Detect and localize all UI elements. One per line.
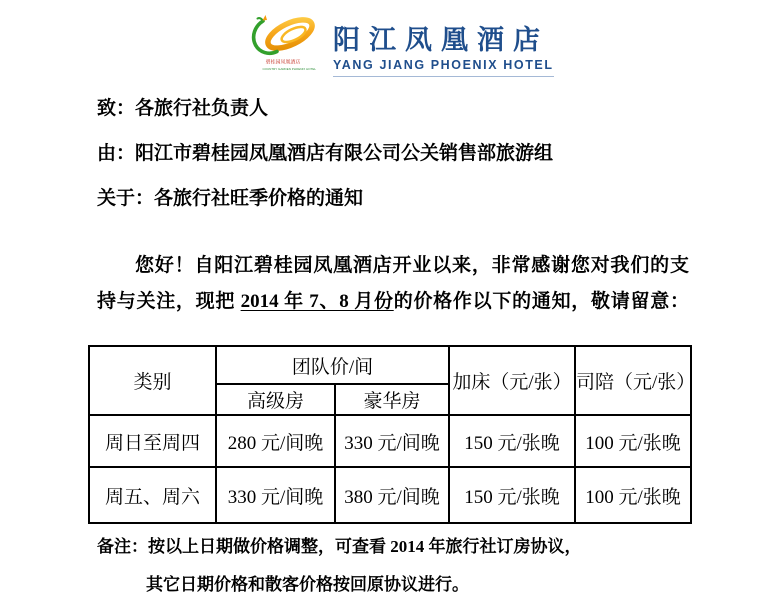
remarks-label: 备注：	[97, 537, 148, 556]
remarks-line-2: 其它日期价格和散客价格按回原协议进行。	[146, 575, 469, 594]
cell-escort-price: 100 元/张晚	[575, 415, 691, 467]
cell-superior-price: 280 元/间晚	[216, 415, 335, 467]
remarks	[97, 535, 582, 596]
cell-extra-bed-price: 150 元/张晚	[449, 467, 575, 523]
table-header-row-1	[89, 346, 691, 384]
col-header-deluxe-room: 豪华房	[335, 384, 449, 415]
body-line2-post: 的价格作以下的通知，敬请留意：	[393, 291, 689, 312]
remarks-line1-text: 按以上日期做价格调整，可查看 2014 年旅行社订房协议，	[148, 537, 582, 556]
cell-deluxe-price: 330 元/间晚	[335, 415, 449, 467]
hotel-logo-emblem	[242, 14, 324, 74]
price-table	[88, 345, 696, 524]
cell-escort-price: 100 元/张晚	[575, 467, 691, 523]
letter-header	[97, 97, 553, 232]
cell-deluxe-price: 380 元/间晚	[335, 467, 449, 523]
hotel-name-en: YANG JIANG PHOENIX HOTEL	[333, 58, 554, 77]
underlined-date-range: 2014 年 7、8 月份	[240, 291, 394, 312]
col-header-superior-room: 高级房	[216, 384, 335, 415]
phoenix-logo-icon	[243, 14, 323, 60]
cell-extra-bed-price: 150 元/张晚	[449, 415, 575, 467]
letterhead	[242, 14, 554, 77]
body-paragraph	[97, 248, 689, 320]
remarks-line-1	[97, 535, 582, 558]
letter-from-line: 由：阳江市碧桂园凤凰酒店有限公司公关销售部旅游组	[97, 143, 554, 164]
col-header-extra-bed: 加床（元/张）	[449, 346, 575, 415]
letter-to-line: 致：各旅行社负责人	[97, 98, 269, 119]
cell-category: 周日至周四	[89, 415, 216, 467]
body-line2-pre: 持与关注，现把	[97, 291, 241, 312]
col-header-category: 类别	[89, 346, 216, 415]
emblem-caption-en: COUNTRY GARDEN PHOENIX HOTEL	[262, 68, 317, 71]
body-line-1	[97, 248, 689, 284]
table-row	[89, 467, 691, 523]
letter-subject-line: 关于：各旅行社旺季价格的通知	[97, 188, 364, 209]
cell-superior-price: 330 元/间晚	[216, 467, 335, 523]
hotel-name-block	[333, 14, 554, 77]
table-row	[89, 415, 691, 467]
body-line1-text: 您好！自阳江碧桂园凤凰酒店开业以来，非常感谢您对我们的支	[135, 255, 689, 276]
body-line-2	[97, 284, 689, 320]
col-header-escort: 司陪（元/张）	[575, 346, 691, 415]
hotel-name-cn: 阳江凤凰酒店	[333, 25, 549, 55]
cell-category: 周五、周六	[89, 467, 216, 523]
emblem-caption-cn: 碧桂园凤凰酒店	[265, 59, 301, 65]
col-header-group-price: 团队价/间	[216, 346, 449, 384]
